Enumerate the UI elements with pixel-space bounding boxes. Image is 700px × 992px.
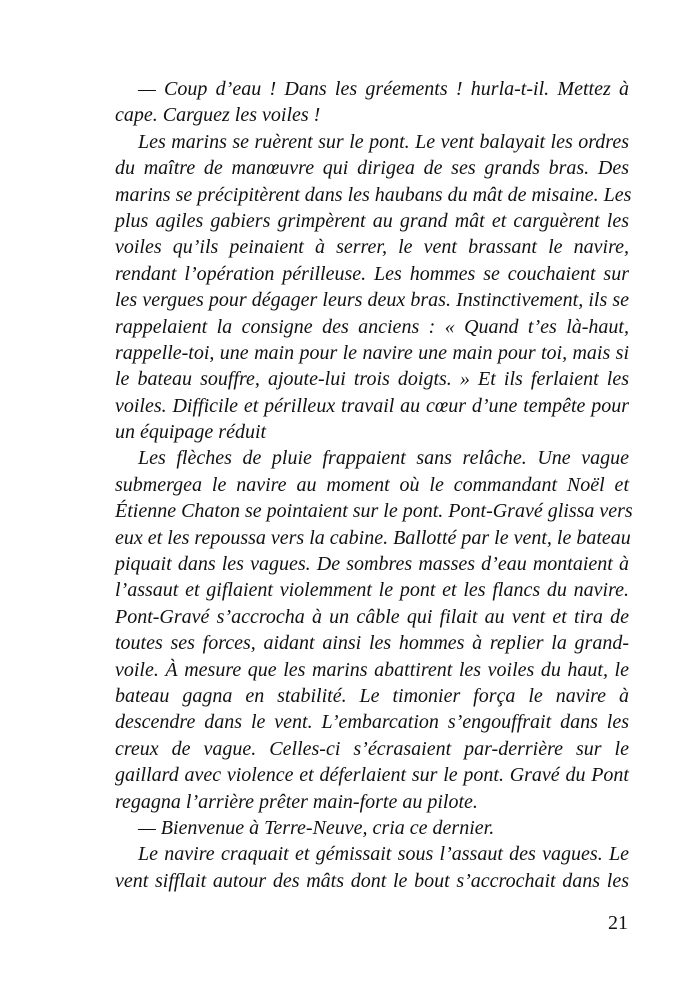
text-line: cape. Carguez les voiles !	[115, 104, 321, 127]
text-line: gaillard avec violence et déferlaient sur le pont. Gravé du Pont	[115, 764, 629, 787]
text-line: — Bienvenue à Terre-Neuve, cria ce dernier.	[138, 816, 495, 839]
text-line: du maître de manœuvre qui dirigea de ses grands bras. Des	[115, 157, 629, 180]
text-line: les vergues pour dégager leurs deux bras. Instinctivement, ils se	[115, 289, 629, 312]
text-line: submergea le navire au moment où le commandant Noël et	[115, 473, 629, 496]
text-line: regagna l’arrière prêter main-forte au pilote.	[115, 790, 478, 813]
text-line: toutes ses forces, aidant ainsi les hommes à replier la grand-	[115, 632, 629, 655]
text-line: l’assaut et giflaient violemment le pont et les flancs du navire.	[115, 579, 629, 602]
text-line: rendant l’opération périlleuse. Les hommes se couchaient sur	[115, 262, 629, 285]
text-line: rappelle-toi, une main pour le navire une main pour toi, mais si	[115, 341, 629, 364]
text-line: creux de vague. Celles-ci s’écrasaient par-derrière sur le	[115, 737, 629, 760]
text-line: voiles. Difficile et périlleux travail au cœur d’une tempête pour	[115, 394, 629, 417]
text-line: plus agiles gabiers grimpèrent au grand mât et carguèrent les	[115, 209, 629, 232]
page-number: 21	[608, 912, 628, 934]
text-line: un équipage réduit	[115, 421, 267, 444]
text-line: vent sifflait autour des mâts dont le bout s’accrochait dans les	[115, 869, 629, 892]
text-line: Les marins se ruèrent sur le pont. Le vent balayait les ordres	[138, 130, 629, 153]
text-line: Pont-Gravé s’accrocha à un câble qui filait au vent et tira de	[115, 605, 629, 628]
text-line: descendre dans le vent. L’embarcation s’engouffrait dans les	[115, 711, 629, 734]
text-line: Étienne Chaton se pointaient sur le pont. Pont-Gravé glissa vers	[115, 500, 633, 523]
text-line: piquait dans les vagues. De sombres masses d’eau montaient à	[115, 553, 629, 576]
text-line: le bateau souffre, ajoute-lui trois doigts. » Et ils ferlaient les	[115, 368, 629, 391]
text-line: bateau gagna en stabilité. Le timonier força le navire à	[115, 684, 629, 707]
body-text	[115, 76, 633, 894]
text-line: voile. À mesure que les marins abattirent les voiles du haut, le	[115, 658, 629, 681]
text-line: Les flèches de pluie frappaient sans relâche. Une vague	[138, 447, 629, 470]
text-line: rappelaient la consigne des anciens : « Quand t’es là-haut,	[115, 315, 629, 338]
text-line: eux et les repoussa vers la cabine. Ballotté par le vent, le bateau	[115, 526, 631, 549]
text-line: Le navire craquait et gémissait sous l’assaut des vagues. Le	[138, 843, 629, 866]
text-line: voiles qu’ils peinaient à serrer, le vent brassant le navire,	[115, 236, 629, 259]
text-line: marins se précipitèrent dans les haubans du mât de misaine. Les	[115, 183, 632, 206]
text-line: — Coup d’eau ! Dans les gréements ! hurla-t-il. Mettez à	[138, 78, 629, 100]
